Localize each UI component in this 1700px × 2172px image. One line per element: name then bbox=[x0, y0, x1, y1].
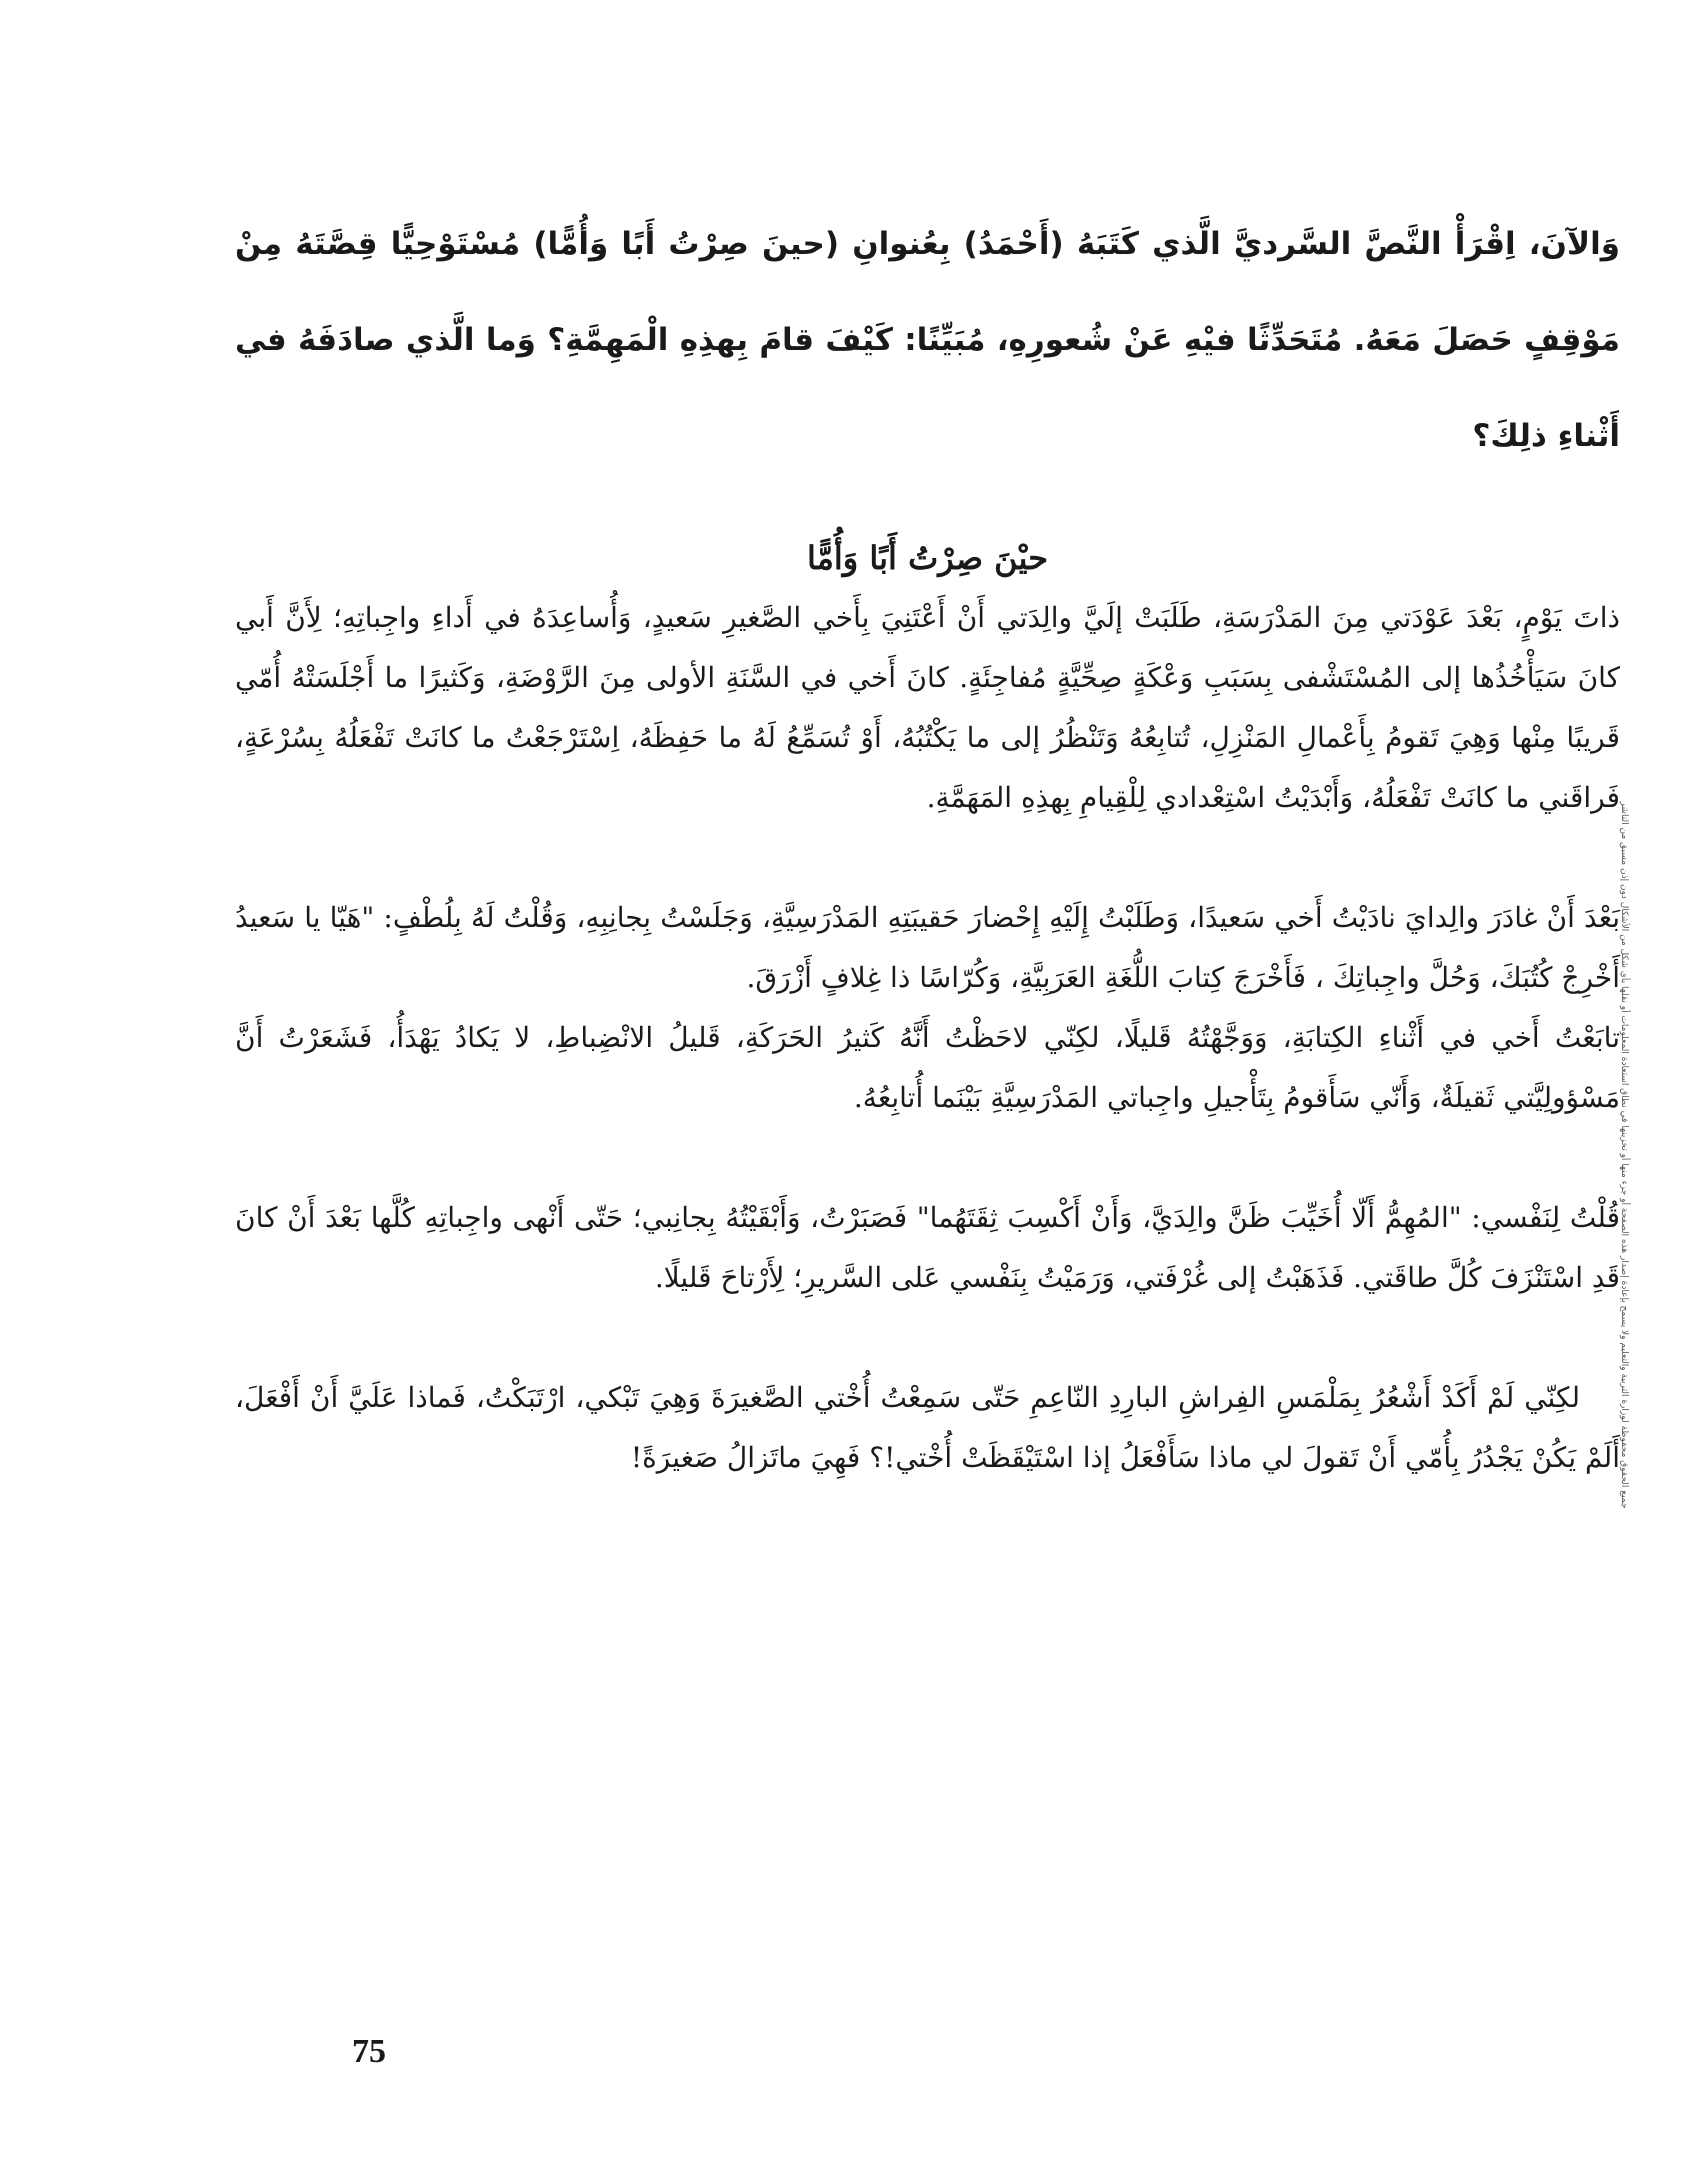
copyright-text: جميع الحقوق محفوظة لوزارة التربية والتعليم ولا يسمح بإعادة إصدار هذه الصفحة أو جزء منها أو تخزينها في نطاق استعادة المعلومات أو نقلها بأي شكل من الأشكال دون إذن مسبق من الناشر bbox=[1619, 801, 1629, 1509]
story-title: حيْنَ صِرْتُ أَبًا وَأُمًّا bbox=[807, 539, 1048, 577]
story-paragraph-2: بَعْدَ أَنْ غادَرَ والِدايَ نادَيْتُ أَخي سَعيدًا، وَطَلَبْتُ إِلَيْهِ إِحْضارَ حَقيبَتِهِ المَدْرَسِيَّةِ، وَجَلَسْتُ بِجانِبِهِ، وَقُلْتُ لَهُ بِلُطْفٍ: "هَيّا يا سَعيدُ أَخْرِجْ كُتُبَكَ، وَحُلَّ واجِباتِكَ ، فَأَخْرَجَ كِتابَ اللُّغَةِ العَرَبِيَّةِ، وَكُرّاسًا ذا غِلافٍ أَزْرَقَ. bbox=[235, 901, 1620, 994]
copyright-side-note bbox=[1617, 520, 1631, 1790]
story-paragraph-3: تابَعْتُ أَخي في أَثْناءِ الكِتابَةِ، وَوَجَّهْتُهُ قَليلًا، لكِنّي لاحَظْتُ أَنَّهُ كَثيرُ الحَرَكَةِ، قَليلُ الانْضِباطِ، لا يَكادُ يَهْدَأُ، فَشَعَرْتُ أَنَّ مَسْؤولِيَّتي ثَقيلَةٌ، وَأَنّي سَأَقومُ بِتَأْجيلِ واجِباتي المَدْرَسِيَّةِ بَيْنَما أُتابِعُهُ. bbox=[235, 1021, 1620, 1114]
page-number: 75 bbox=[352, 2033, 386, 2070]
instruction-text: وَالآنَ، اِقْرَأْ النَّصَّ السَّرديَّ الَّذي كَتَبَهُ (أَحْمَدُ) بِعُنوانِ (حينَ صِرْتُ أَبًا وَأُمًّا) مُسْتَوْحِيًّا قِصَّتَهُ مِنْ مَوْقِفٍ حَصَلَ مَعَهُ. مُتَحَدِّثًا فيْهِ عَنْ شُعورِهِ، مُبَيِّنًا: كَيْفَ قامَ بِهذِهِ الْمَهِمَّةِ؟ وَما الَّذي صادَفَهُ في أَثْناءِ ذلِكَ؟ bbox=[235, 226, 1620, 454]
story-paragraph-1: ذاتَ يَوْمٍ، بَعْدَ عَوْدَتي مِنَ المَدْرَسَةِ، طَلَبَتْ إلَيَّ والِدَتي أَنْ أَعْتَنِيَ بِأَخي الصَّغيرِ سَعيدٍ، وَأُساعِدَهُ في أَداءِ واجِباتِهِ؛ لِأَنَّ أَبي كانَ سَيَأْخُذُها إلى المُسْتَشْفى بِسَبَبِ وَعْكَةٍ صِحِّيَّةٍ مُفاجِئَةٍ. كانَ أَخي في السَّنَةِ الأولى مِنَ الرَّوْضَةِ، وَكَثيرًا ما أَجْلَسَتْهُ أُمّي قَريبًا مِنْها وَهِيَ تَقومُ بِأَعْمالِ المَنْزِلِ، تُتابِعُهُ وَتَنْظُرُ إلى ما يَكْتُبُهُ، أَوْ تُسَمِّعُ لَهُ ما حَفِظَهُ، اِسْتَرْجَعْتُ ما كانَتْ تَفْعَلُهُ بِسُرْعَةٍ، فَراقَني ما كانَتْ تَفْعَلُهُ، وَأَبْدَيْتُ اسْتِعْدادي لِلْقِيامِ بِهذِهِ المَهَمَّةِ. bbox=[235, 601, 1620, 814]
story-paragraph-5: لكِنّي لَمْ أَكَدْ أَشْعُرُ بِمَلْمَسِ الفِراشِ البارِدِ النّاعِمِ حَتّى سَمِعْتُ أُخْتي الصَّغيرَةَ وَهِيَ تَبْكي، ارْتَبَكْتُ، فَماذا عَلَيَّ أَنْ أَفْعَلَ، أَلَمْ يَكُنْ يَجْدُرُ بِأُمّي أَنْ تَقولَ لي ماذا سَأَفْعَلُ إذا اسْتَيْقَظَتْ أُخْتي!؟ فَهِيَ ماتَزالُ صَغيرَةً! bbox=[235, 1381, 1620, 1474]
story-paragraph-4: قُلْتُ لِنَفْسي: "المُهِمُّ أَلّا أُخَيِّبَ ظَنَّ والِدَيَّ، وَأَنْ أَكْسِبَ ثِقَتَهُما" فَصَبَرْتُ، وَأَبْقَيْتُهُ بِجانِبي؛ حَتّى أَنْهى واجِباتِهِ كُلَّها بَعْدَ أَنْ كانَ قَدِ اسْتَنْزَفَ كُلَّ طاقَتي. فَذَهَبْتُ إلى غُرْفَتي، وَرَمَيْتُ بِنَفْسي عَلى السَّريرِ؛ لِأَرْتاحَ قَليلًا. bbox=[235, 1201, 1620, 1294]
story-body bbox=[235, 588, 1620, 1488]
